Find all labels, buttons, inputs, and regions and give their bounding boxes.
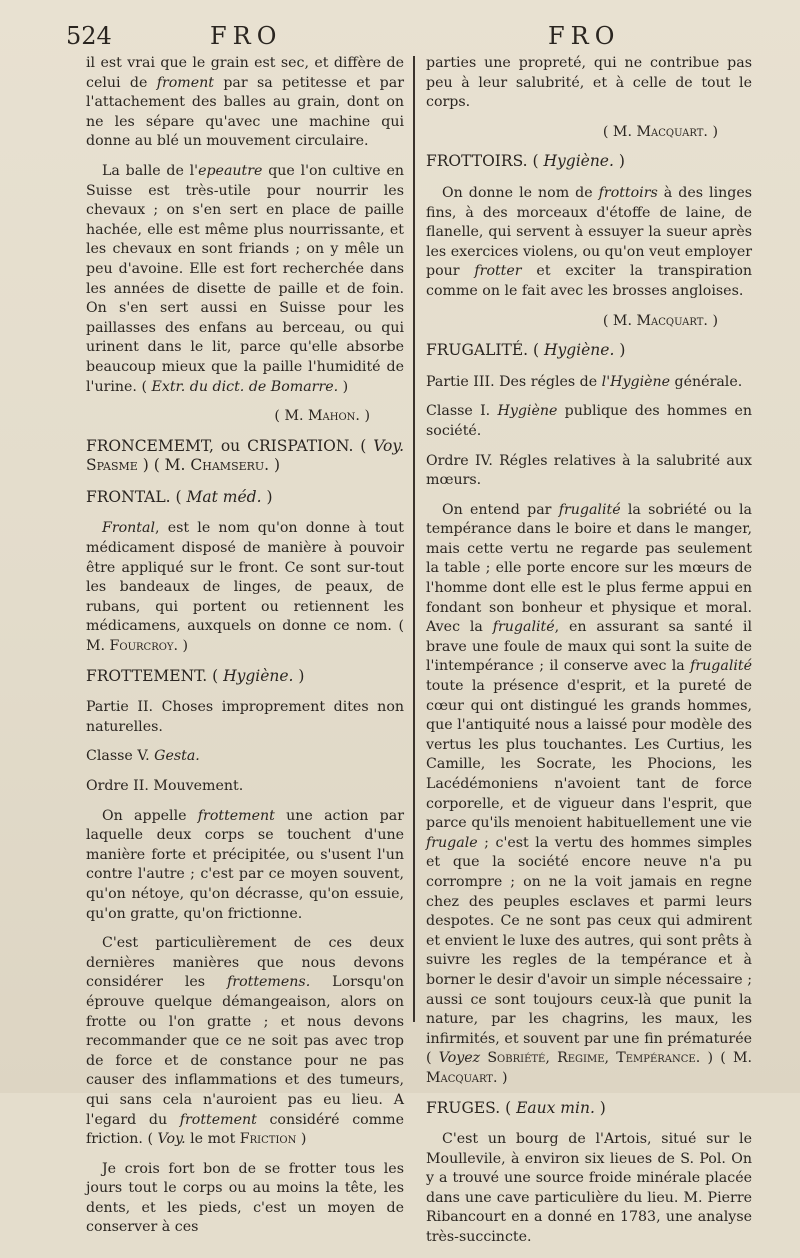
paragraph-frottoirs: On donne le nom de frottoirs à des linges fins, à des morceaux d'étoffe de laine, de flanelle, qui servent à essuyer la sueur après les exercices violens, ou qu'on veut employer pour frotter et exciter la transpiration comme on le fait avec les brosses angloises. — [426, 184, 752, 299]
paragraph-frugalite: On entend par frugalité la sobriété ou la tempérance dans le boire et dans le manger, mais cette vertu ne regarde pas seulement la table ; elle porte encore sur les mœurs de l'homme dont elle est le plus ferme appui en fondant son bonheur et physique et moral. Avec la frugalité, en assurant sa santé il brave une foule de maux qui sont la suite de l'intempérance ; il conserve avec la frugalité toute la présence d'esprit, et la pureté de cœur qui ont distingué les grands hommes, que l'antiquité nous a laissé pour modèle des vertus les plus touchantes. Les Curtius, les Camille, les Socrate, les Phocions, les Lacédémoniens n'avoient tant de force corporelle, et de vigueur dans l'esprit, que parce qu'ils menoient habituellement une vie frugale ; c'est la vertu des hommes simples et que la société encore neuve n'a pu corrompre ; on ne la voit jamais en regne chez des peuples esclaves et parmi leurs despotes. Ce ne sont pas ceux qui admirent et envient le luxe des autres, qui sont prêts à suivre les regles de la tempérance et à borner le desir d'avoir un simple nécessaire ; aussi ce sont toujours ceux-là que punit la nature, par les chagrins, les maux, les infirmités, et souvent par une fin prématurée ( Voyez Sobriété, Regime, Tempérance. ) ( M. Macquart. ) — [426, 501, 752, 1086]
column-divider — [413, 56, 415, 1022]
frottement-classe: Classe V. Gesta. — [86, 748, 200, 765]
frottement-ordre: Ordre II. Mouvement. — [86, 778, 244, 794]
paragraph-frottement-1: On appelle frottement une action par laquelle deux corps se touchent d'une manière forte et précipitée, ou s'usent l'un contre l'autre ; c'est par ce moyen souvent, qu'on nétoye, qu'on décrasse, qu'on essuie, qu'on gratte, qu'on frictionne. — [86, 807, 404, 922]
entry-heading-frontal: FRONTAL. ( Mat méd. ) — [86, 487, 273, 506]
left-column — [86, 54, 404, 1248]
continued-paragraph-right: parties une propreté, qui ne contribue pas peu à leur salubrité, et à celle de tout le corps. — [426, 55, 752, 111]
frugalite-ordre: Ordre IV. Régles relatives à la salubrité aux mœurs. — [426, 452, 752, 489]
paragraph-epeautre: La balle de l'epeautre que l'on cultive en Suisse est très-utile pour nourrir les chevaux ; on s'en sert en place de paille hachée, elle est même plus nourrissante, et les chevaux en sont friands ; on y mêle un peu d'avoine. Elle est fort recherchée dans les années de disette de paille et de foin. On s'en sert aussi en Suisse pour les paillasses des enfans au berceau, ou qui urinent dans le lit, parce qu'elle absorbe beaucoup mieux que la paille l'humidité de l'urine. ( Extr. du dict. de Bomarre. ) — [86, 162, 404, 395]
frugalite-classe: Classe I. Hygiène publique des hommes en société. — [426, 403, 752, 439]
signature-mahon: ( M. Mahon. ) — [274, 408, 370, 425]
paragraph-fruges: C'est un bourg de l'Artois, situé sur le Moullevile, à environ six lieues de S. Pol. On y a trouvé une source froide minérale placée dans une cave particulière du lieu. M. Pierre Ribancourt en a donné en 1783, une analyse très-succincte. — [426, 1131, 752, 1246]
entry-heading-frottoirs: FROTTOIRS. ( Hygiène. ) — [426, 152, 625, 171]
page-number: 524 — [66, 22, 112, 50]
paragraph-frottement-2: C'est particulièrement de ces deux dernières manières que nous devons considérer les frottemens. Lorsqu'on éprouve quelque démangeaison, alors on frotte ou l'on gratte ; et nous devons recommander que ce ne soit pas avec trop de force et de constance pour ne pas causer des inflammations et des tumeurs, qui sans cela n'auroient pas eu lieu. A l'egard du frottement considéré comme friction. ( Voy. le mot Friction ) — [86, 935, 404, 1148]
signature-macquart-1: ( M. Macquart. ) — [602, 123, 718, 140]
continued-paragraph: il est vrai que le grain est sec, et diffère de celui de froment par sa petitesse et par l'attachement des balles au grain, dont on ne les sépare qu'avec une machine qui donne au blé un mouvement circulaire. — [86, 55, 404, 150]
running-head-left: FRO — [210, 22, 283, 50]
frottement-partie: Partie II. Choses improprement dites non naturelles. — [86, 699, 404, 735]
running-header — [0, 20, 800, 54]
entry-heading-frottement: FROTTEMENT. ( Hygiène. ) — [86, 666, 305, 685]
entry-heading-fruges: FRUGES. ( Eaux min. ) — [426, 1098, 606, 1117]
paragraph-frottement-3: Je crois fort bon de se frotter tous les jours tout le corps ou au moins la tête, les dents, et les pieds, c'est un moyen de conserver à ces — [86, 1160, 404, 1236]
paragraph-frontal: Frontal, est le nom qu'on donne à tout médicament disposé de manière à pouvoir être appliqué sur le front. Ce sont sur-tout les bandeaux de linges, de peaux, de rubans, qui portent ou retiennent les médicamens, auxquels on donne ce nom. ( M. Fourcroy. ) — [86, 520, 404, 655]
frugalite-partie: Partie III. Des régles de l'Hygiène générale. — [426, 373, 743, 390]
entry-heading-frugalite: FRUGALITÉ. ( Hygiène. ) — [426, 341, 626, 360]
entry-froncement: FRONCEMEMT, ou CRISPATION. ( Voy. Spasme ) ( M. Chamseru. ) — [86, 436, 404, 475]
running-head-right: FRO — [548, 22, 621, 50]
signature-macquart-2: ( M. Macquart. ) — [602, 312, 718, 329]
right-column — [426, 54, 752, 1258]
